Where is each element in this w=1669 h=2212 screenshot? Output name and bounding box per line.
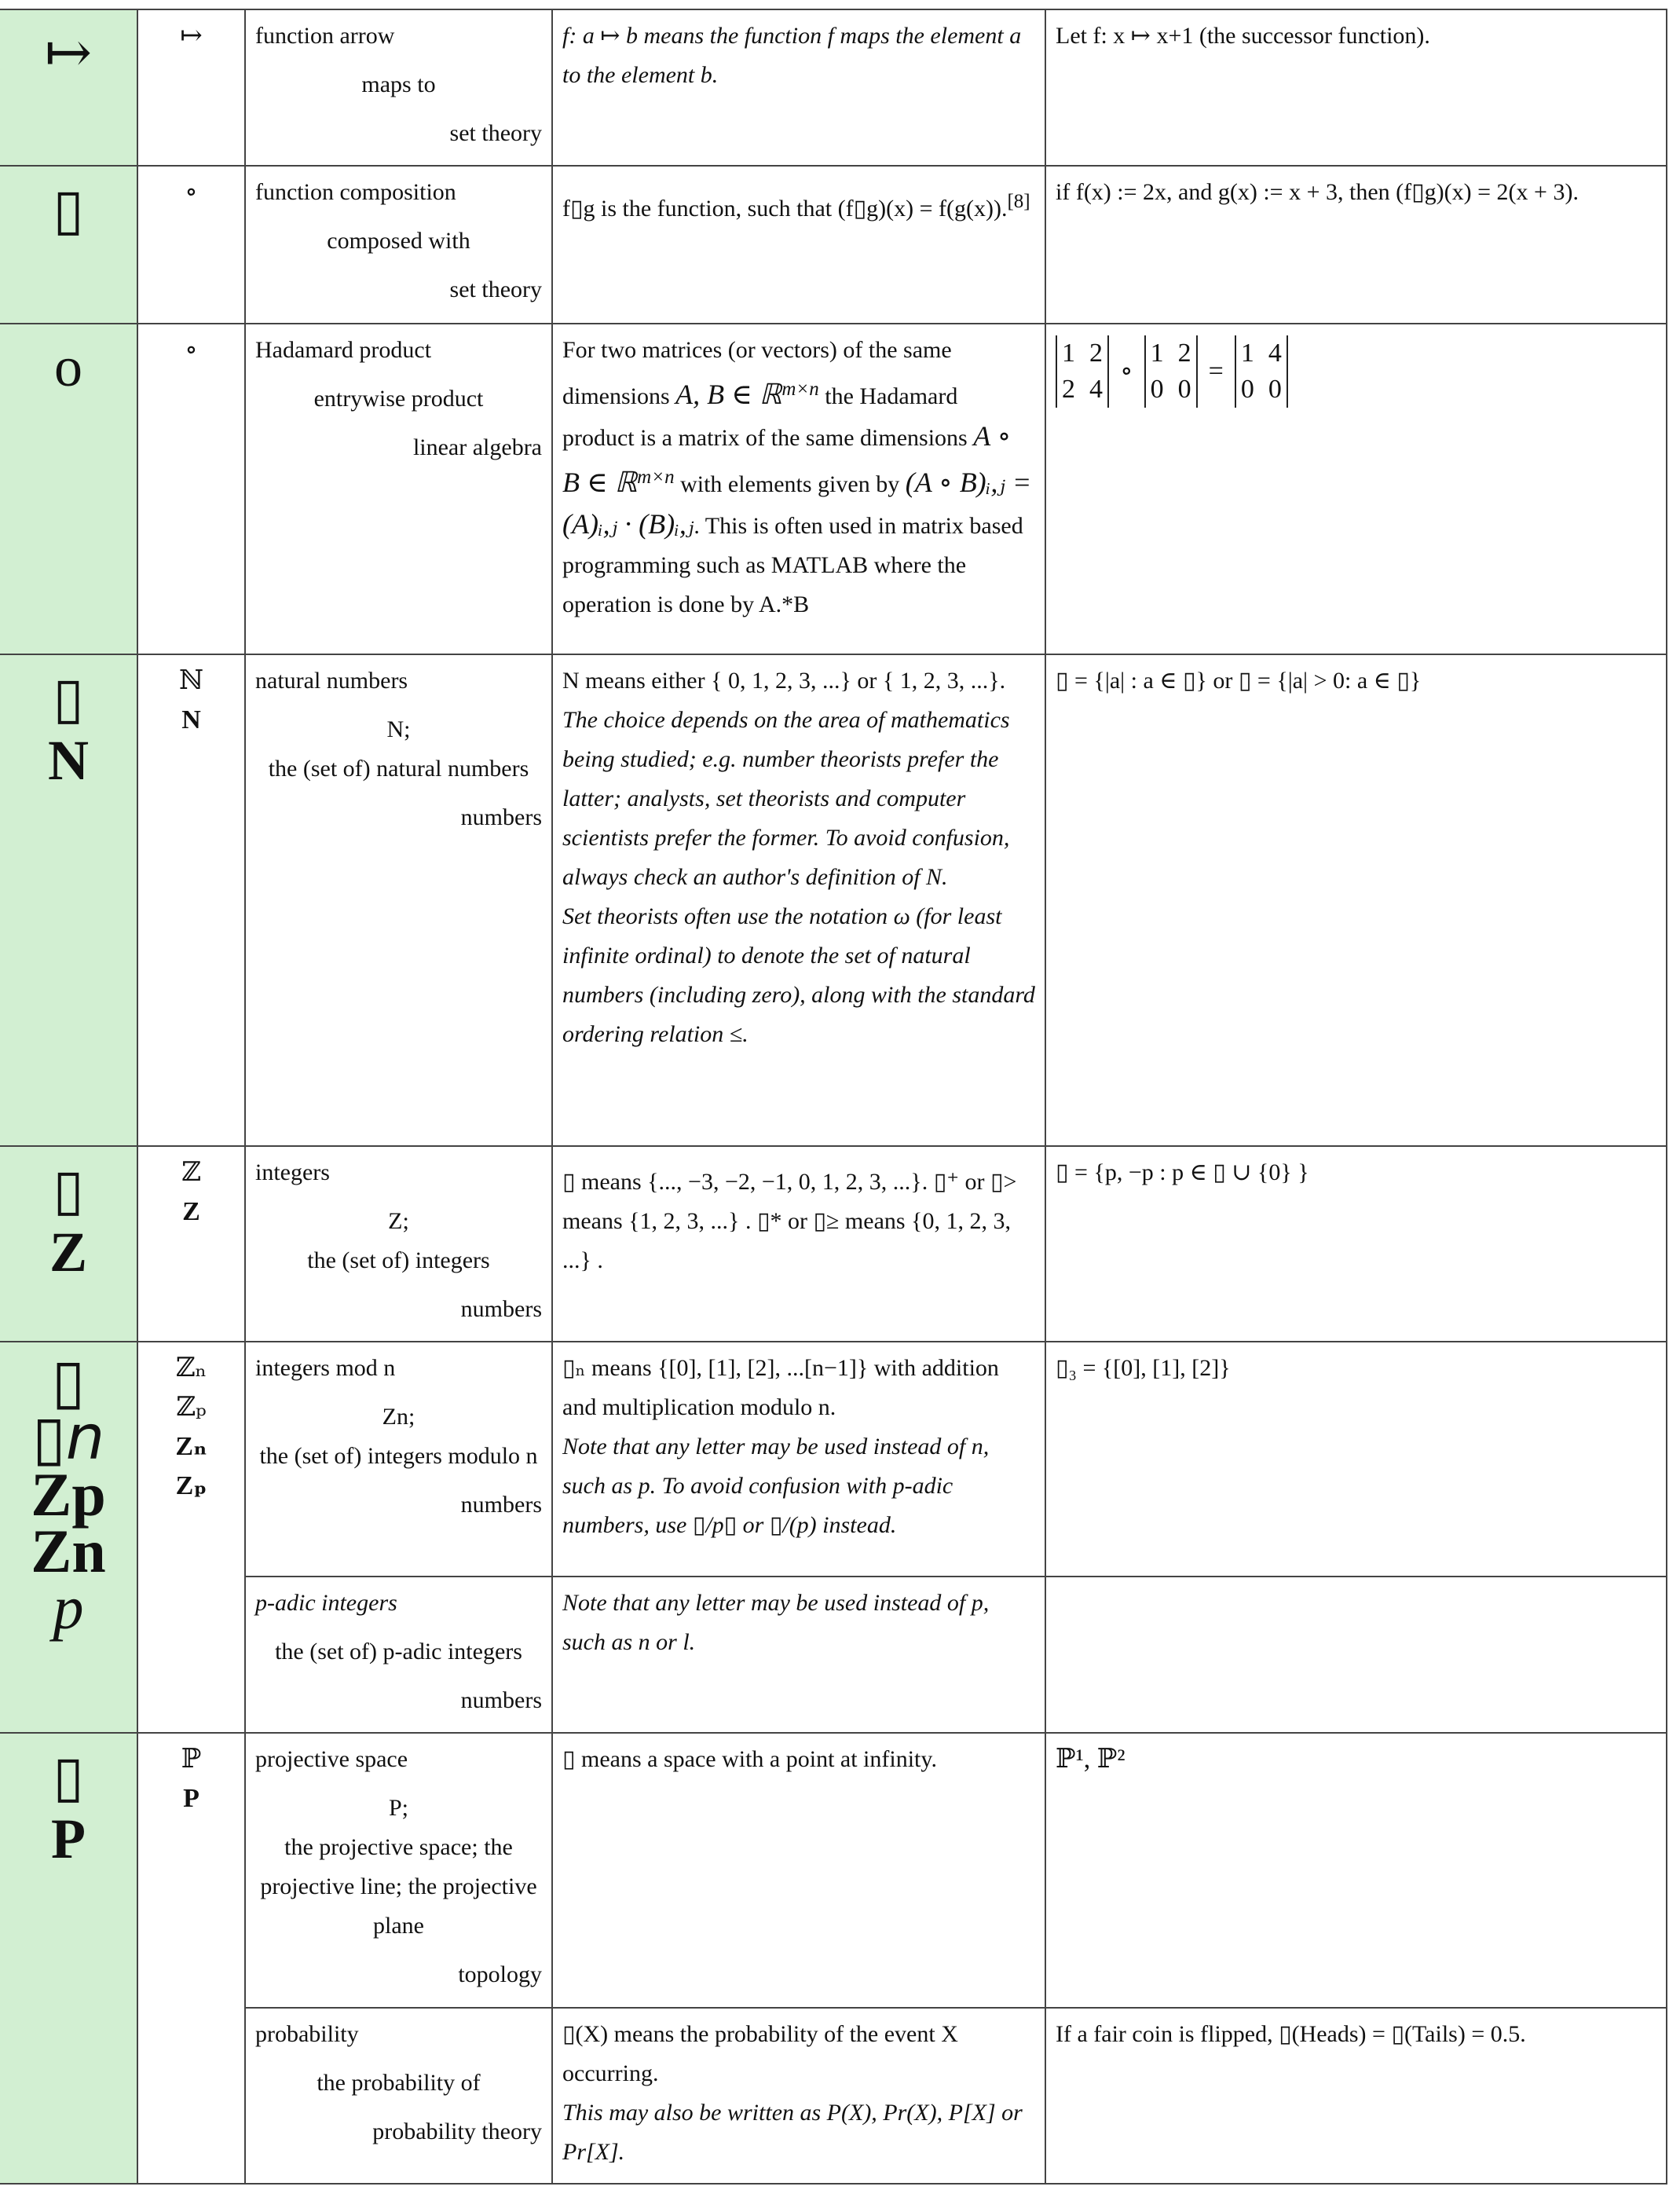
matrix-equation bbox=[1056, 335, 1288, 408]
example: ▯₃ = {[0], [1], [2]} bbox=[1045, 1342, 1667, 1577]
description-text: ▯(X) means the probability of the event X occurring. bbox=[562, 2021, 958, 2086]
description-note: Set theorists often use the notation ω (for least infinite ordinal) to denote the set of natural numbers (including zero), along with the standard ordering relation ≤. bbox=[562, 903, 1035, 1047]
operator: ∘ bbox=[1120, 357, 1133, 386]
text: . This is often used in matrix based programming such as MATLAB where the operation is done by A.*B bbox=[562, 513, 1023, 617]
matrix-b: 1 2 0 0 bbox=[1144, 335, 1198, 408]
description-text: f▯g is the function, such that (f▯g)(x) = f(g(x)). bbox=[562, 196, 1008, 222]
text: with elements given by bbox=[680, 471, 900, 497]
description-note: Note that any letter may be used instead of n, such as p. To avoid confusion with p-adic numbers, use ▯/p▯ or ▯/(p) instead. bbox=[562, 1434, 990, 1538]
description: f: a ↦ b means the function f maps the element a to the element b. bbox=[552, 9, 1045, 166]
tofu-glyph: ▯ bbox=[51, 1346, 86, 1417]
tofu-glyph: ▯ bbox=[53, 1743, 84, 1809]
name-cell bbox=[245, 1146, 552, 1342]
alias: maps to bbox=[361, 71, 436, 97]
symbol-large bbox=[0, 654, 137, 1146]
alias: Zn; bbox=[382, 1404, 415, 1430]
description-text: N means either { 0, 1, 2, 3, ...} or { 1, 2, 3, ...}. bbox=[562, 668, 1006, 694]
name: function composition bbox=[255, 179, 456, 205]
table-row bbox=[0, 1146, 1667, 1342]
example: ℙ¹, ℙ² bbox=[1045, 1733, 1667, 2008]
description bbox=[552, 1342, 1045, 1577]
formula: A, B ∈ ℝ bbox=[675, 379, 782, 410]
symbol-bold: P bbox=[183, 1784, 199, 1813]
symbol-bold: Z bbox=[49, 1221, 88, 1284]
example: If a fair coin is flipped, ▯(Heads) = ▯(Tails) = 0.5. bbox=[1045, 2008, 1667, 2184]
category: set theory bbox=[449, 120, 542, 146]
symbol-variant: Zₙ bbox=[175, 1432, 207, 1461]
example: ▯ = {|a| : a ∈ ▯} or ▯ = {|a| > 0: a ∈ ▯} bbox=[1045, 654, 1667, 1146]
category: numbers bbox=[460, 804, 542, 830]
symbol: ∘ bbox=[137, 324, 245, 654]
symbol-variant: Zₚ bbox=[175, 1471, 207, 1500]
tofu-glyph-n: ▯n bbox=[31, 1403, 105, 1474]
symbol-bold: N bbox=[48, 729, 89, 792]
symbol-bold: Zp bbox=[31, 1460, 106, 1529]
symbol-variant: ℤₙ bbox=[175, 1353, 207, 1382]
symbol-bold: Zn bbox=[31, 1517, 106, 1585]
symbol-bold: P bbox=[51, 1807, 86, 1870]
example bbox=[1045, 1577, 1667, 1733]
example: ▯ = {p, −p : p ∈ ▯ ∪ {0} } bbox=[1045, 1146, 1667, 1342]
symbol bbox=[137, 1733, 245, 2184]
subscript-p: p bbox=[53, 1573, 84, 1642]
alias: the probability of bbox=[317, 2070, 481, 2096]
symbol-large: o bbox=[0, 324, 137, 654]
description: ▯ means {..., −3, −2, −1, 0, 1, 2, 3, ...}. ▯⁺ or ▯> means {1, 2, 3, ...} . ▯* or ▯≥ means {0, 1, 2, 3, ...} . bbox=[552, 1146, 1045, 1342]
category: numbers bbox=[460, 1492, 542, 1518]
alias: P; bbox=[388, 1795, 409, 1821]
symbol-large: ▯ bbox=[0, 166, 137, 324]
symbol bbox=[137, 1342, 245, 1733]
name-cell bbox=[245, 2008, 552, 2184]
name-cell bbox=[245, 166, 552, 324]
name: p-adic integers bbox=[255, 1590, 397, 1616]
category: linear algebra bbox=[412, 434, 542, 460]
description bbox=[552, 166, 1045, 324]
symbol-large bbox=[0, 1342, 137, 1733]
name-cell bbox=[245, 324, 552, 654]
symbol-large: ↦ bbox=[0, 9, 137, 166]
name: integers mod n bbox=[255, 1355, 396, 1381]
name: probability bbox=[255, 2021, 359, 2047]
equals: = bbox=[1208, 357, 1224, 386]
name: Hadamard product bbox=[255, 337, 432, 363]
matrix-a: 1 2 2 4 bbox=[1056, 335, 1109, 408]
table-row bbox=[0, 1733, 1667, 2008]
formula-sup: m×n bbox=[781, 379, 819, 400]
alias: Z; bbox=[388, 1208, 409, 1234]
text: For two matrices (or vectors) of the same dimensions bbox=[562, 337, 952, 409]
description-note: The choice depends on the area of mathematics being studied; e.g. number theorists prefer the latter; analysts, set theorists and computer scientists prefer the former. To avoid confusion, always check an author's definition of N. bbox=[562, 707, 1010, 890]
matrix-c: 1 4 0 0 bbox=[1235, 335, 1288, 408]
example: if f(x) := 2x, and g(x) := x + 3, then (f▯g)(x) = 2(x + 3). bbox=[1045, 166, 1667, 324]
name: projective space bbox=[255, 1746, 408, 1772]
table-row bbox=[0, 2008, 1667, 2184]
alias: entrywise product bbox=[313, 386, 484, 412]
name-cell bbox=[245, 1342, 552, 1577]
category: probability theory bbox=[372, 2119, 542, 2144]
description-note: This may also be written as P(X), Pr(X), P[X] or Pr[X]. bbox=[562, 2100, 1023, 2165]
symbol: ↦ bbox=[137, 9, 245, 166]
alias-description: the (set of) integers modulo n bbox=[259, 1443, 538, 1469]
name: function arrow bbox=[255, 23, 395, 49]
name-cell bbox=[245, 1577, 552, 1733]
example: Let f: x ↦ x+1 (the successor function). bbox=[1045, 9, 1667, 166]
category: numbers bbox=[460, 1687, 542, 1713]
symbol bbox=[137, 654, 245, 1146]
table-row bbox=[0, 654, 1667, 1146]
text: the Hadamard product is a matrix of the same dimensions bbox=[562, 383, 968, 451]
symbol-bold: Z bbox=[182, 1197, 200, 1226]
description bbox=[552, 654, 1045, 1146]
symbol-large bbox=[0, 1733, 137, 2184]
table-row bbox=[0, 1577, 1667, 1733]
table-row bbox=[0, 1342, 1667, 1577]
example bbox=[1045, 324, 1667, 654]
symbol: ∘ bbox=[137, 166, 245, 324]
name: natural numbers bbox=[255, 668, 408, 694]
name-cell bbox=[245, 1733, 552, 2008]
category: set theory bbox=[449, 276, 542, 302]
alias-description: the projective space; the projective line; the projective plane bbox=[260, 1834, 537, 1939]
name-cell bbox=[245, 654, 552, 1146]
alias: composed with bbox=[327, 228, 470, 254]
symbol-variant: ℤₚ bbox=[176, 1393, 207, 1422]
symbol-blackboard: ℕ bbox=[178, 666, 204, 695]
formula: A ∘ B ∈ ℝ bbox=[562, 420, 1012, 498]
alias: the (set of) p-adic integers bbox=[275, 1639, 522, 1664]
symbol-bold: N bbox=[181, 705, 201, 734]
formula-sup: m×n bbox=[637, 467, 675, 488]
symbol-large bbox=[0, 1146, 137, 1342]
description: ▯ means a space with a point at infinity. bbox=[552, 1733, 1045, 2008]
table-row bbox=[0, 166, 1667, 324]
description bbox=[552, 324, 1045, 654]
table-row bbox=[0, 9, 1667, 166]
description-text: ▯ₙ means {[0], [1], [2], ...[n−1]} with addition and multiplication modulo n. bbox=[562, 1355, 999, 1420]
name-cell bbox=[245, 9, 552, 166]
alias: N; bbox=[386, 716, 411, 742]
symbol-blackboard: ℤ bbox=[181, 1158, 201, 1187]
reference-link[interactable]: [8] bbox=[1007, 191, 1030, 212]
name: integers bbox=[255, 1159, 330, 1185]
table-row bbox=[0, 324, 1667, 654]
math-symbols-table bbox=[0, 9, 1667, 2185]
symbol bbox=[137, 1146, 245, 1342]
formula: (A ∘ B)ᵢ,ⱼ = (A)ᵢ,ⱼ · (B)ᵢ,ⱼ bbox=[562, 467, 1032, 540]
description bbox=[552, 2008, 1045, 2184]
symbol-blackboard: ℙ bbox=[181, 1745, 202, 1774]
alias-description: the (set of) natural numbers bbox=[268, 756, 529, 782]
description: Note that any letter may be used instead of p, such as n or l. bbox=[552, 1577, 1045, 1733]
category: numbers bbox=[460, 1296, 542, 1322]
alias-description: the (set of) integers bbox=[307, 1247, 490, 1273]
tofu-glyph: ▯ bbox=[53, 665, 84, 731]
tofu-glyph: ▯ bbox=[53, 1156, 84, 1222]
category: topology bbox=[458, 1961, 542, 1987]
